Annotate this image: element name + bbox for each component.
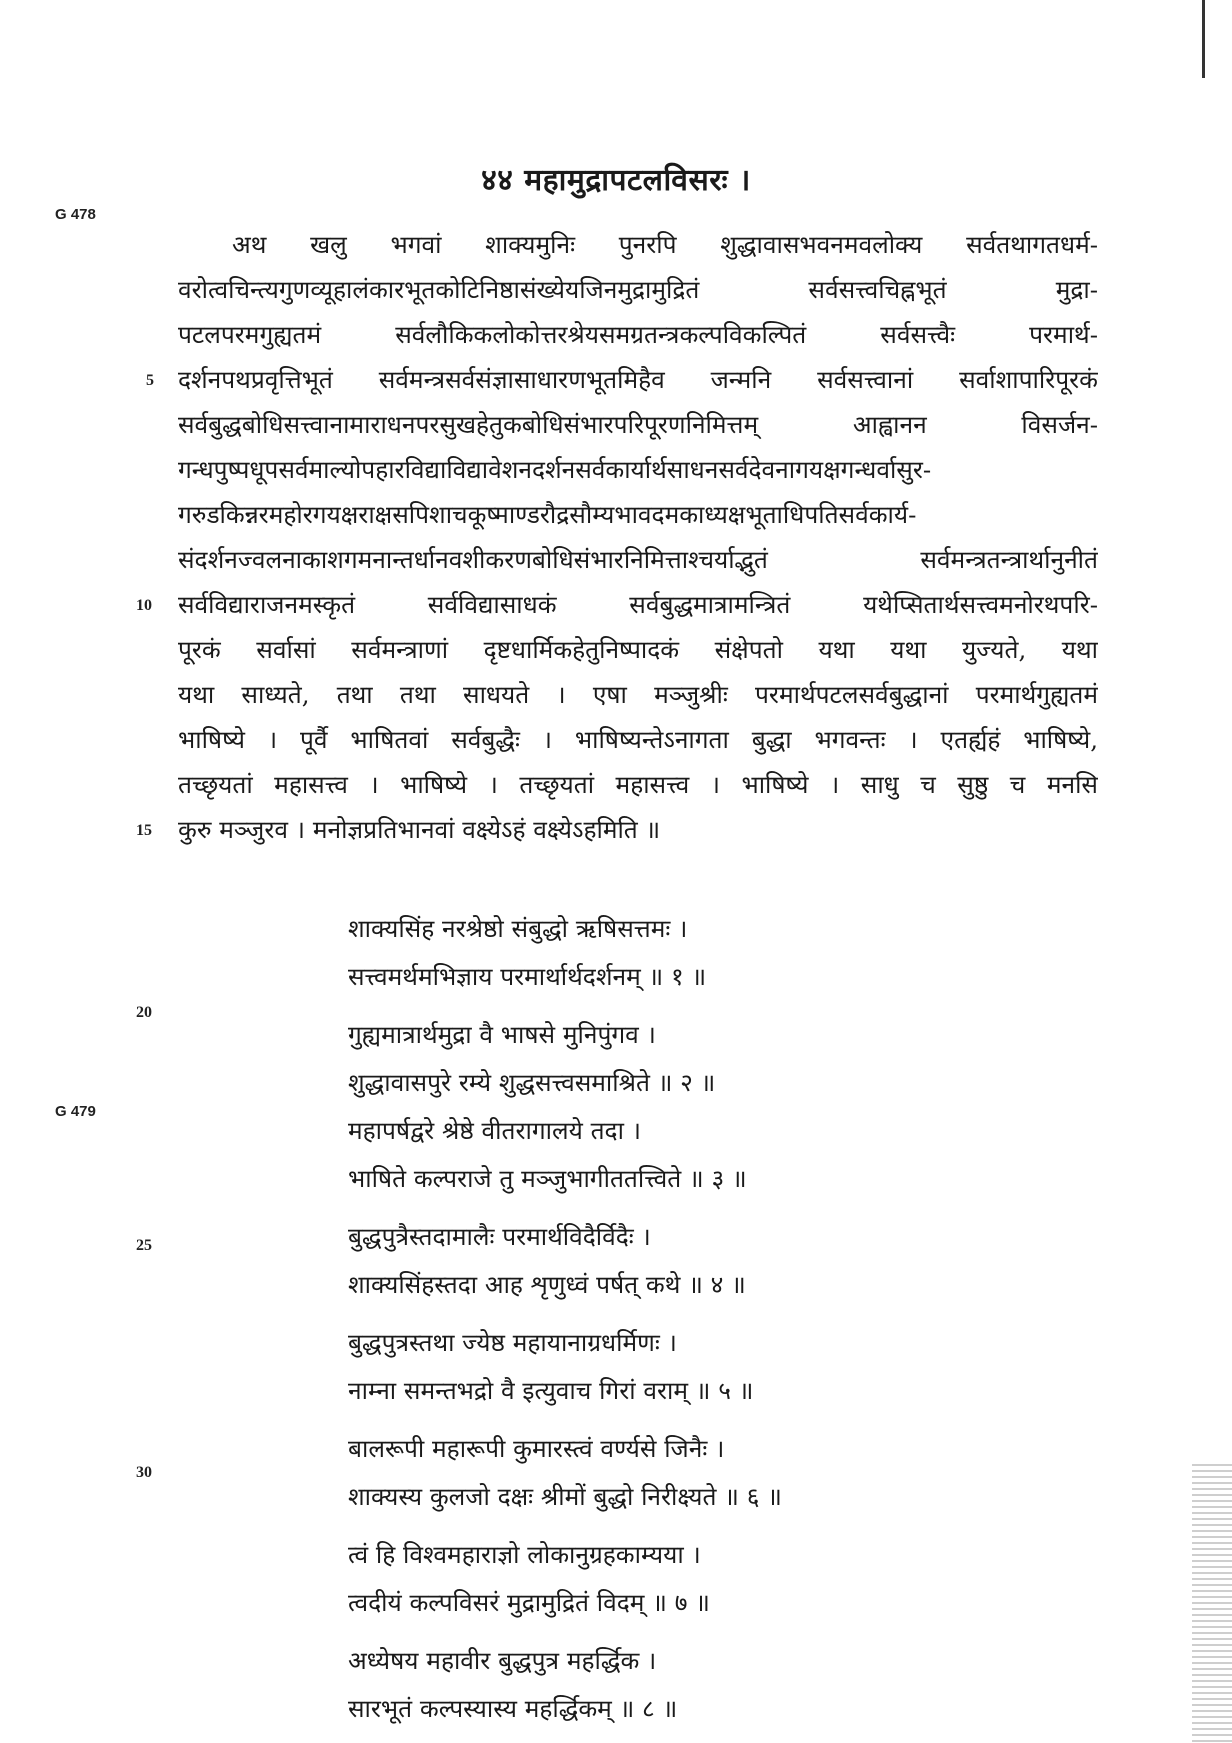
- verse-line: बुद्धपुत्रैस्तदामालैः परमार्थविदैर्विदैः ।: [348, 1222, 651, 1251]
- verse-group: [348, 905, 1088, 1001]
- prose-line: कुरु मञ्जुरव । मनोज्ञप्रतिभानवां वक्ष्येऽहं वक्ष्येऽहमिति ॥: [178, 815, 661, 844]
- verse-line: शाक्यसिंह नरश्रेष्ठो संबुद्धो ऋषिसत्तमः ।: [348, 914, 688, 943]
- line-number-30: 30: [136, 1464, 152, 1481]
- verse-group: [348, 1531, 1088, 1627]
- prose-line: अथ खलु भगवां शाक्यमुनिः पुनरपि शुद्धावासभवनमवलोक्य सर्वतथागतधर्म-: [232, 230, 1098, 259]
- line-number-10: 10: [136, 597, 152, 614]
- verse-line: शाक्यसिंहस्तदा आह शृणुध्वं पर्षत् कथे ॥ ४ ॥: [348, 1270, 746, 1299]
- prose-line: सर्वविद्याराजनमस्कृतं सर्वविद्यासाधकं सर्वबुद्धमात्रामन्त्रितं यथेप्सितार्थसत्त्वमनोरथपरि-: [178, 590, 1098, 619]
- prose-line: पूरकं सर्वासां सर्वमन्त्राणां दृष्टधार्मिकहेतुनिष्पादकं संक्षेपतो यथा यथा युज्यते, यथा: [178, 635, 1098, 664]
- line-number-25: 25: [136, 1237, 152, 1254]
- chapter-title: ४४ महामुद्रापटलविसरः ।: [481, 163, 751, 198]
- verse-line: त्वदीयं कल्पविसरं मुद्रामुद्रितं विदम् ॥ ७ ॥: [348, 1588, 710, 1617]
- verse-line: सत्त्वमर्थमभिज्ञाय परमार्थार्थदर्शनम् ॥ १ ॥: [348, 962, 707, 991]
- verse-line: नाम्ना समन्तभद्रो वै इत्युवाच गिरां वराम् ॥ ५ ॥: [348, 1376, 754, 1405]
- verse-group: [348, 1319, 1088, 1415]
- prose-line: वरोत्वचिन्त्यगुणव्यूहालंकारभूतकोटिनिष्ठासंख्येयजिनमुद्रामुद्रितं सर्वसत्त्वचिह्नभूतं मुद्रा-: [178, 275, 1098, 304]
- prose-line: भाषिष्ये । पूर्वै भाषितवां सर्वबुद्धैः । भाषिष्यन्तेऽनागता बुद्धा भगवन्तः । एतर्ह्यहं भाषिष्ये,: [178, 725, 1098, 754]
- verse-line: शुद्धावासपुरे रम्ये शुद्धसत्त्वसमाश्रिते ॥ २ ॥: [348, 1068, 716, 1097]
- verse-line: अध्येषय महावीर बुद्धपुत्र महर्द्धिक ।: [348, 1646, 657, 1675]
- verse-line: बुद्धपुत्रस्तथा ज्येष्ठ महायानाग्रधर्मिणः ।: [348, 1328, 677, 1357]
- margin-ref-g478: G 478: [55, 206, 96, 223]
- verse-group: [348, 1637, 1088, 1733]
- prose-line: सर्वबुद्धबोधिसत्त्वानामाराधनपरसुखहेतुकबोधिसंभारपरिपूरणनिमित्तम् आह्वानन विसर्जन-: [178, 410, 1098, 439]
- prose-line: गन्धपुष्पधूपसर्वमाल्योपहारविद्याविद्यावेशनदर्शनसर्वकार्यार्थसाधनसर्वदेवनागयक्षगन्धर्वासुर-: [178, 455, 932, 484]
- verse-line: भाषिते कल्पराजे तु मञ्जुभागीततत्त्विते ॥ ३ ॥: [348, 1164, 747, 1193]
- verse-block: [348, 905, 1088, 1743]
- verse-line: बालरूपी महारूपी कुमारस्त्वं वर्ण्यसे जिनैः ।: [348, 1434, 725, 1463]
- prose-line: पटलपरमगुह्यतमं सर्वलौकिकलोकोत्तरश्रेयसमग्रतन्त्रकल्पविकल्पितं सर्वसत्त्वैः परमार्थ-: [178, 320, 1098, 349]
- scan-noise: [1192, 1462, 1232, 1742]
- verse-line: त्वं हि विश्वमहाराज्ञो लोकानुग्रहकाम्यया ।: [348, 1540, 701, 1569]
- prose-line: गरुडकिन्नरमहोरगयक्षराक्षसपिशाचकूष्माण्डरौद्रसौम्यभावदमकाध्यक्षभूताधिपतिसर्वकार्य-: [178, 500, 917, 529]
- margin-ref-g479: G 479: [55, 1103, 96, 1120]
- verse-line: शाक्यस्य कुलजो दक्षः श्रीमों बुद्धो निरीक्ष्यते ॥ ६ ॥: [348, 1482, 782, 1511]
- line-number-15: 15: [136, 822, 152, 839]
- prose-line: दर्शनपथप्रवृत्तिभूतं सर्वमन्त्रसर्वसंज्ञासाधारणभूतमिहैव जन्मनि सर्वसत्त्वानां सर्वाशापारिपूरकं: [178, 365, 1098, 394]
- verse-line: गुह्यमात्रार्थमुद्रा वै भाषसे मुनिपुंगव ।: [348, 1020, 656, 1049]
- prose-line: तच्छृयतां महासत्त्व । भाषिष्ये । तच्छृयतां महासत्त्व । भाषिष्ये । साधु च सुष्ठु च मनसि: [178, 770, 1098, 799]
- verse-group: [348, 1011, 1088, 1203]
- prose-line: यथा साध्यते, तथा तथा साधयते । एषा मञ्जुश्रीः परमार्थपटलसर्वबुद्धानां परमार्थगुह्यतमं: [178, 680, 1098, 709]
- verse-line: सारभूतं कल्पस्यास्य महर्द्धिकम् ॥ ८ ॥: [348, 1694, 678, 1723]
- scan-edge-rule: [1202, 0, 1205, 78]
- verse-group: [348, 1425, 1088, 1521]
- line-number-5: 5: [146, 372, 154, 389]
- prose-line: संदर्शनज्वलनाकाशगमनान्तर्धानवशीकरणबोधिसंभारनिमित्ताश्चर्याद्भुतं सर्वमन्त्रतन्त्रार्थानुनीतं: [178, 545, 1098, 574]
- line-number-20: 20: [136, 1004, 152, 1021]
- verse-line: महापर्षद्वरे श्रेष्ठे वीतरागालये तदा ।: [348, 1116, 641, 1145]
- prose-block: [178, 222, 1098, 852]
- verse-group: [348, 1213, 1088, 1309]
